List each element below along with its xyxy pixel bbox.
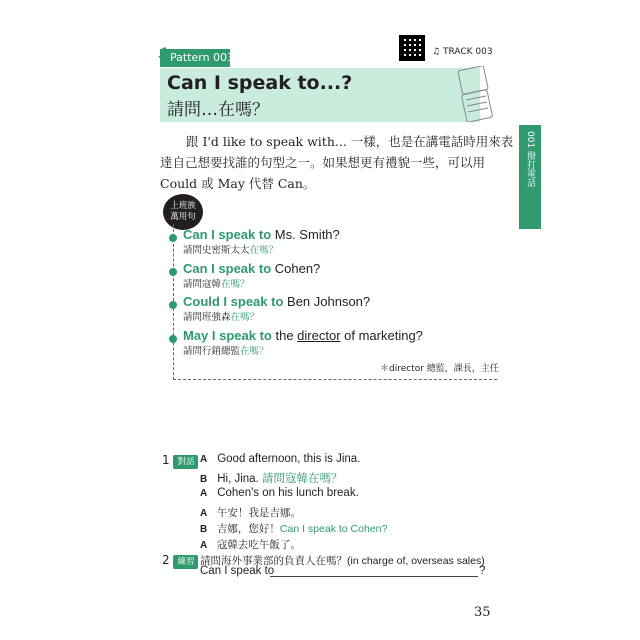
example-rest: of marketing?: [340, 328, 423, 343]
dialogue-text: Can I speak to Cohen?: [279, 523, 388, 535]
example-sentence: [183, 227, 340, 256]
exercise-number: [162, 453, 198, 469]
exercise-index: 2: [162, 553, 170, 567]
speaker-label: B: [200, 524, 208, 535]
zh-part: 在嗎？: [230, 312, 260, 323]
qr-code-icon[interactable]: [399, 35, 425, 61]
speaker-label: B: [200, 474, 208, 485]
zh-part: 行銷總監: [202, 346, 241, 357]
intro-paragraph: [160, 131, 514, 194]
exercise-number: [162, 553, 198, 569]
zh-part: 史密斯太太: [202, 245, 250, 256]
exercise-tag: 練習: [173, 555, 198, 569]
pattern-tag: [156, 44, 235, 68]
speaker-label: A: [200, 488, 208, 499]
example-rest: the: [271, 328, 298, 343]
dialogue-line: [200, 487, 359, 499]
page-number: 35: [474, 605, 491, 620]
dialogue-line: [200, 453, 360, 465]
bracket-icon: {: [156, 44, 169, 68]
intro-line: 達自己想要找誰的句型之一。如果想更有禮貌一些，可以用: [160, 155, 486, 170]
dialogue-text: 寇韓去吃午飯了。: [216, 539, 301, 551]
bubble-line: 上班族: [170, 201, 196, 211]
dialogue-text: Hi, Jina.: [217, 473, 262, 485]
bubble-line: 萬用句: [170, 212, 196, 222]
example-sentence: [183, 261, 320, 290]
dialogue-text: 午安！我是吉娜。: [216, 507, 301, 519]
zh-part: 在嗎？: [221, 279, 250, 290]
zh-part: 請問: [183, 245, 203, 256]
zh-part: 在嗎？: [240, 346, 269, 357]
key-phrase: Could I speak to: [183, 294, 284, 309]
answer-start: Can I speak to: [200, 565, 275, 577]
bullet-icon: [169, 234, 177, 242]
zh-part: 請問: [183, 279, 203, 290]
speaker-label: A: [200, 454, 208, 465]
key-phrase: May I speak to: [183, 328, 272, 343]
exercise-tag: 對話: [173, 455, 198, 469]
zh-part: 請問: [183, 312, 203, 323]
title-english: Can I speak to...?: [167, 72, 353, 94]
dialogue-text: Cohen's on his lunch break.: [217, 487, 359, 499]
intro-line: 跟 I'd like to speak with... 一樣，也是在講電話時用來表: [186, 134, 514, 149]
example-sentence: [183, 294, 370, 323]
dialogue-line: [200, 537, 301, 552]
vocab-note: ＊director 總監，課長，主任: [380, 364, 499, 374]
dialogue-line: [200, 505, 301, 520]
title-chinese: 請問…在嗎？: [167, 100, 269, 120]
example-rest: Cohen?: [271, 261, 321, 276]
dialogue-line: [200, 521, 387, 536]
zh-part: 在嗎？: [249, 245, 279, 256]
flip-phone-icon: [452, 66, 498, 122]
exercise-prompt: 請問海外事業部的負責人在嗎？(in charge of, overseas sales): [200, 555, 485, 567]
bullet-icon: [169, 268, 177, 276]
key-phrase: Can I speak to: [183, 261, 272, 276]
dialogue-line: [200, 470, 342, 486]
speaker-label: A: [200, 508, 208, 519]
side-tab-label: 撥打電話: [525, 151, 535, 188]
speaker-label: A: [200, 540, 208, 551]
example-sentence: [183, 328, 423, 357]
example-rest: Ben Johnson?: [283, 294, 371, 309]
dialogue-text: 請問寇韓在嗎？: [261, 473, 343, 485]
bullet-icon: [169, 301, 177, 309]
headphones-icon: ♫: [432, 47, 441, 57]
bullet-icon: [169, 335, 177, 343]
zh-part: 請問: [183, 346, 203, 357]
vocab-word: director: [297, 328, 341, 343]
track-label: [432, 47, 493, 57]
side-tab: [519, 125, 541, 229]
dialogue-text: Good afternoon, this is Jina.: [217, 453, 361, 465]
answer-blank[interactable]: [270, 576, 478, 577]
dialogue-text: 吉娜，您好！: [216, 523, 280, 535]
zh-part: 班強森: [202, 312, 231, 323]
key-phrase: Can I speak to: [183, 227, 272, 242]
answer-end: ?: [479, 565, 486, 577]
track-text: TRACK 003: [442, 47, 493, 57]
example-rest: Ms. Smith?: [271, 227, 340, 242]
intro-line: Could 或 May 代替 Can。: [160, 176, 316, 191]
pattern-label: Pattern 003: [170, 51, 235, 64]
exercise-index: 1: [162, 453, 170, 467]
side-tab-number: 001: [525, 131, 535, 149]
zh-part: 寇韓: [202, 279, 222, 290]
